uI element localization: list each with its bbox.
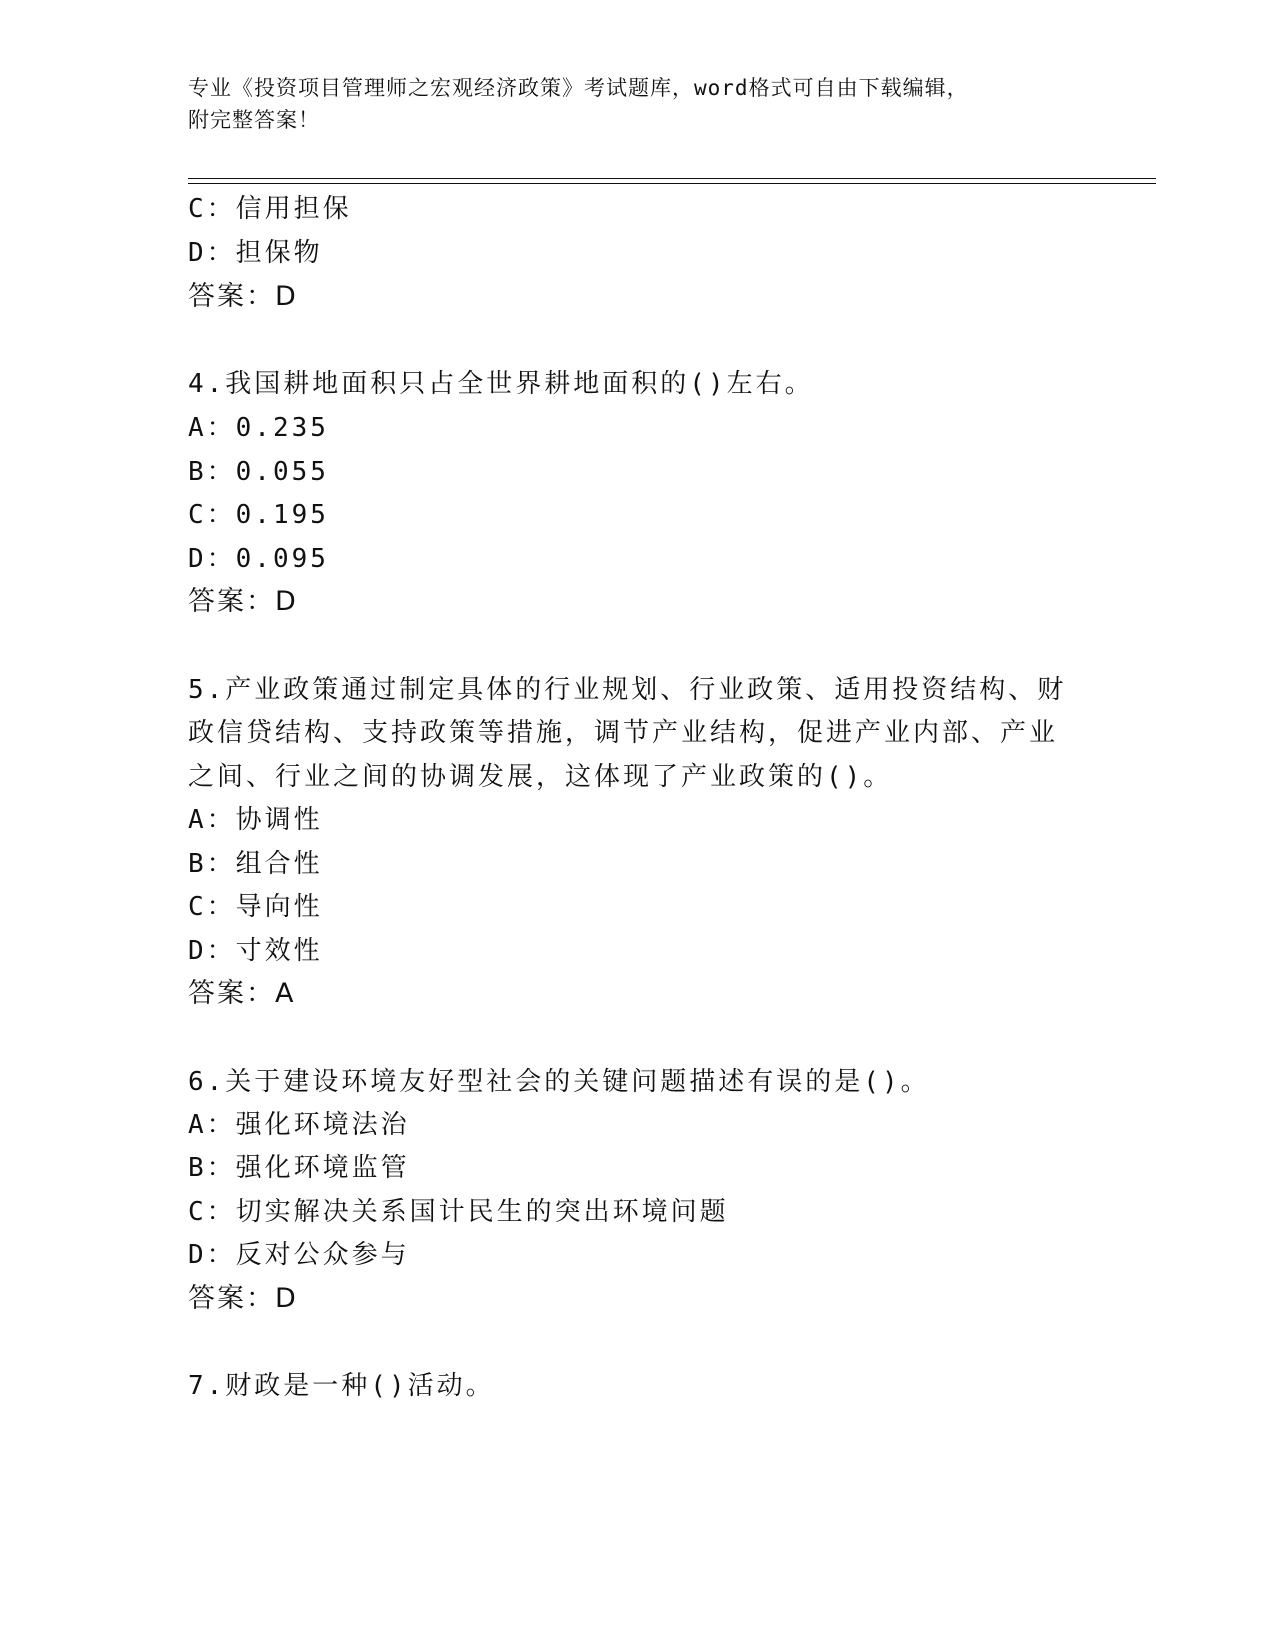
header-divider-top	[188, 178, 1156, 179]
option-d: D：寸效性	[188, 936, 323, 966]
option-c: C：导向性	[188, 892, 323, 922]
question-6: 6.关于建设环境友好型社会的关键问题描述有误的是()。	[188, 1067, 930, 1097]
option-d: D：反对公众参与	[188, 1240, 410, 1270]
option-d: D：担保物	[188, 238, 323, 268]
option-a: A：协调性	[188, 805, 323, 835]
question-5-line-3: 之间、行业之间的协调发展，这体现了产业政策的()。	[188, 762, 893, 792]
answer-line: 答案：D	[188, 281, 298, 312]
answer-line: 答案：D	[188, 1283, 298, 1314]
document-header	[188, 72, 1088, 136]
answer-line: 答案：A	[188, 978, 296, 1009]
option-d: D：0.095	[188, 544, 329, 574]
header-divider-bottom	[188, 183, 1156, 184]
question-4: 4.我国耕地面积只占全世界耕地面积的()左右。	[188, 369, 814, 399]
question-5-line-2: 政信贷结构、支持政策等措施，调节产业结构，促进产业内部、产业	[188, 718, 1059, 748]
option-c: C：切实解决关系国计民生的突出环境问题	[188, 1197, 729, 1227]
option-b: B：强化环境监管	[188, 1153, 410, 1183]
option-a: A：0.235	[188, 413, 329, 443]
option-b: B：组合性	[188, 849, 323, 879]
option-b: B：0.055	[188, 457, 329, 487]
header-line-2: 附完整答案！	[188, 108, 320, 132]
option-a: A：强化环境法治	[188, 1110, 410, 1140]
option-c: C：0.195	[188, 500, 329, 530]
question-5-line-1: 5.产业政策通过制定具体的行业规划、行业政策、适用投资结构、财	[188, 675, 1067, 705]
question-7: 7.财政是一种()活动。	[188, 1371, 495, 1401]
header-line-1: 专业《投资项目管理师之宏观经济政策》考试题库，word格式可自由下载编辑，	[188, 76, 969, 100]
answer-line: 答案：D	[188, 586, 298, 617]
option-c: C：信用担保	[188, 194, 352, 224]
